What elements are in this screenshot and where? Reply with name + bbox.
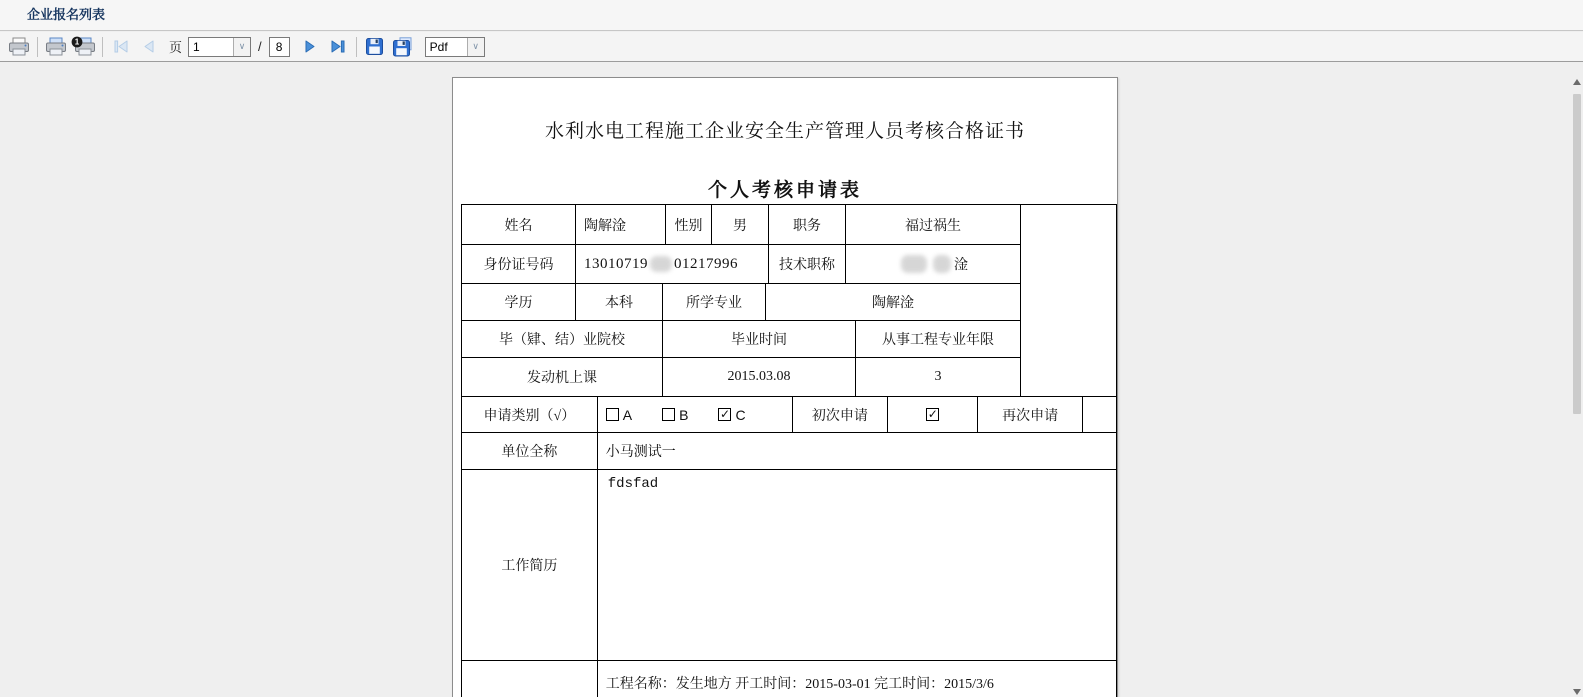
id-suffix: 01217996 [674, 255, 738, 272]
first-apply-label-cell: 初次申请 [793, 397, 889, 433]
table-row [462, 358, 1021, 397]
last-page-icon [329, 39, 347, 54]
grad-time-label-cell: 毕业时间 [663, 321, 856, 358]
id-value-cell [576, 245, 769, 284]
header-bar [0, 0, 1583, 31]
tech-title-suffix: 淦 [954, 258, 968, 273]
resume-value-cell: fdsfad [598, 470, 1116, 661]
work-years-label-cell: 从事工程专业年限 [856, 321, 1021, 358]
tech-title-label-cell: 技术职称 [769, 245, 846, 284]
apply-type-label-cell: 申请类别（√） [462, 397, 598, 433]
table-row [462, 245, 1021, 284]
previous-page-button[interactable] [135, 34, 163, 60]
option-c [718, 407, 745, 423]
printer-current-page-icon [71, 36, 97, 57]
total-pages-value: 8 [275, 39, 283, 54]
major-value-cell: 陶解淦 [766, 284, 1021, 321]
save-as-button[interactable] [389, 34, 417, 60]
scroll-up-arrow-icon[interactable] [1573, 79, 1581, 85]
document-viewer [0, 63, 1583, 697]
education-value-cell: 本科 [576, 284, 663, 321]
option-b [662, 407, 688, 423]
chevron-down-icon[interactable]: ∨ [467, 38, 484, 56]
name-label-cell: 姓名 [462, 205, 576, 245]
page-label: 页 [169, 40, 183, 55]
total-pages-box [269, 37, 290, 57]
school-label-cell: 毕（肄、结）业院校 [462, 321, 663, 358]
option-c-label: C [735, 406, 746, 423]
re-apply-checkbox-cell [1083, 397, 1116, 433]
table-row [462, 470, 1116, 661]
option-b-label: B [679, 406, 689, 423]
floppy-disk-export-icon [392, 37, 413, 57]
work-years-value-cell: 3 [856, 358, 1021, 397]
table-row [462, 284, 1021, 321]
grad-time-value-cell: 2015.03.08 [663, 358, 856, 397]
first-page-button[interactable] [107, 34, 135, 60]
redaction-blur [901, 255, 927, 273]
company-label-cell: 单位全称 [462, 433, 598, 470]
floppy-disk-icon [365, 37, 384, 56]
checkbox-unchecked-icon [662, 408, 675, 421]
major-label-cell: 所学专业 [663, 284, 766, 321]
save-button[interactable] [361, 34, 389, 60]
printer-page-icon [44, 37, 68, 57]
table-row [462, 433, 1116, 470]
chevron-down-icon[interactable]: ∨ [233, 38, 250, 56]
redaction-blur [650, 256, 672, 272]
education-label-cell: 学历 [462, 284, 576, 321]
print-current-page-button[interactable] [70, 34, 98, 60]
export-format-value: Pdf [429, 39, 448, 54]
gender-label-cell: 性别 [666, 205, 712, 245]
next-page-button[interactable] [296, 34, 324, 60]
option-a-label: A [622, 406, 633, 423]
duty-value-cell: 福过祸生 [846, 205, 1021, 245]
checkbox-unchecked-icon [606, 408, 619, 421]
form-title: 个人考核申请表 [707, 180, 862, 201]
gender-value-cell: 男 [712, 205, 769, 245]
project-info-cell: 工程名称：发生地方 开工时间：2015-03-01 完工时间：2015/3/6 [598, 661, 1116, 697]
school-value-cell: 发动机上课 [462, 358, 663, 397]
toolbar-separator [356, 37, 357, 57]
checkbox-checked-icon [718, 408, 731, 421]
page-number-select[interactable] [188, 37, 251, 57]
name-value-cell: 陶解淦 [576, 205, 666, 245]
redaction-blur [933, 255, 951, 273]
project-label-cell [462, 661, 598, 697]
print-preview-button[interactable] [42, 34, 70, 60]
certificate-title: 水利水电工程施工企业安全生产管理人员考核合格证书 [544, 121, 1025, 142]
printer-icon [7, 37, 31, 57]
previous-page-icon [141, 39, 157, 54]
page-number-value: 1 [193, 39, 200, 54]
scroll-down-arrow-icon[interactable] [1573, 689, 1581, 695]
toolbar-separator [37, 37, 38, 57]
report-page [452, 77, 1118, 697]
first-page-icon [112, 39, 130, 54]
first-apply-checkbox-cell [888, 397, 978, 433]
table-row [462, 205, 1021, 245]
print-button[interactable] [5, 34, 33, 60]
checkbox-checked-icon [926, 408, 939, 421]
page-divider: / [258, 39, 262, 54]
last-page-button[interactable] [324, 34, 352, 60]
toolbar-separator [102, 37, 103, 57]
table-row [462, 661, 1116, 697]
option-a [606, 407, 632, 423]
table-row [462, 397, 1116, 433]
id-prefix: 13010719 [584, 255, 648, 272]
re-apply-label-cell: 再次申请 [978, 397, 1083, 433]
report-toolbar [0, 32, 1583, 62]
application-form-table [461, 204, 1117, 697]
table-row [462, 321, 1021, 358]
svg-text:1: 1 [74, 37, 80, 47]
duty-label-cell: 职务 [769, 205, 846, 245]
company-value-cell: 小马测试一 [598, 433, 1116, 470]
next-page-icon [302, 39, 318, 54]
page-title: 企业报名列表 [27, 7, 106, 22]
apply-type-options-cell [598, 397, 793, 433]
id-label-cell: 身份证号码 [462, 245, 576, 284]
export-format-select[interactable] [425, 37, 485, 57]
scrollbar-thumb[interactable] [1573, 94, 1581, 414]
tech-title-value-cell [846, 245, 1021, 284]
photo-cell [1021, 205, 1116, 397]
resume-label-cell: 工作简历 [462, 470, 598, 661]
vertical-scrollbar[interactable] [1573, 77, 1582, 697]
